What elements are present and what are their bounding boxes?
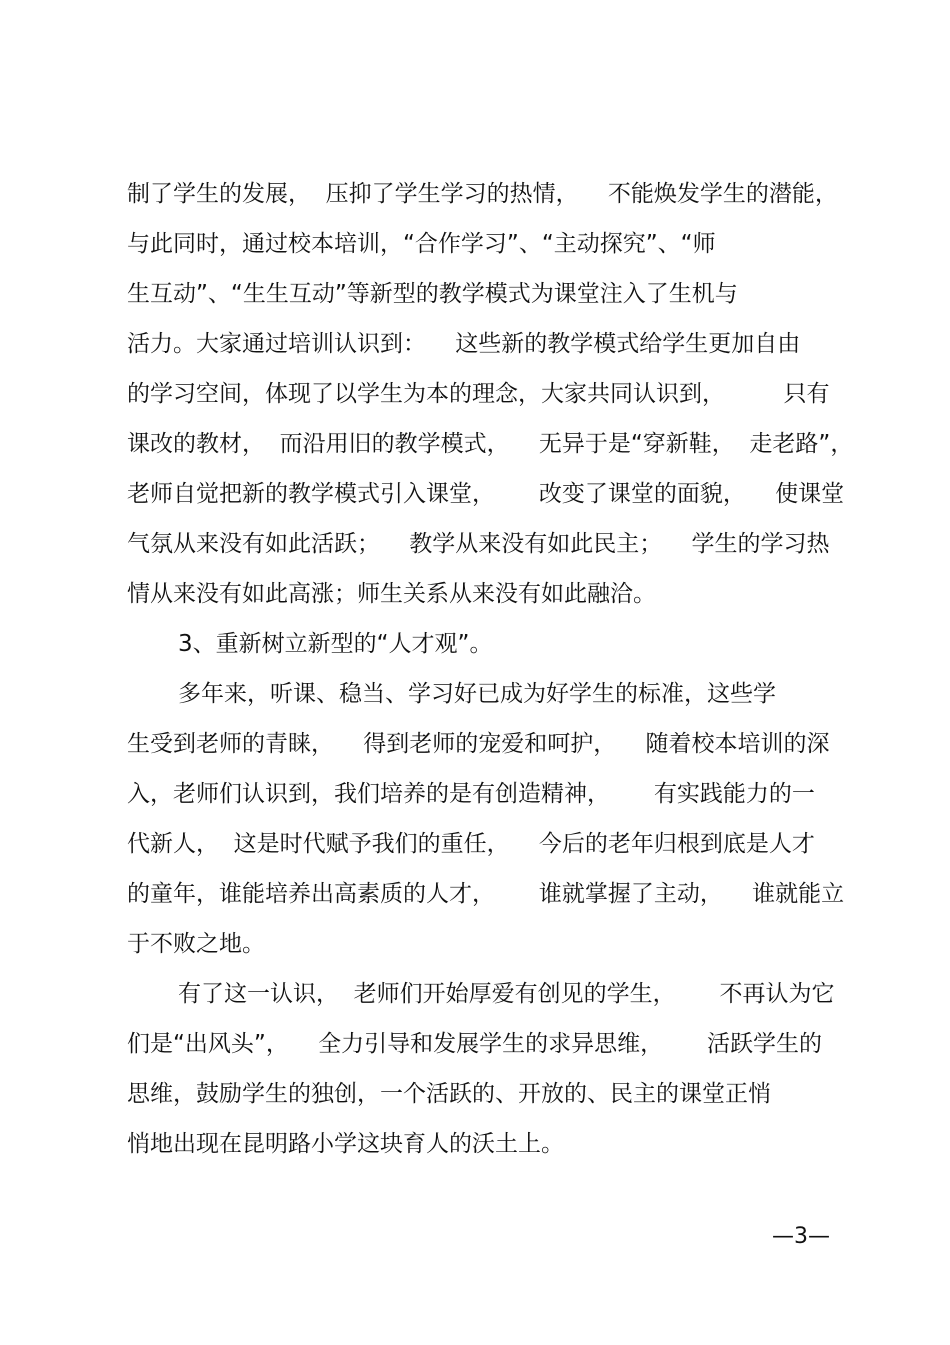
text-line-3: 生互动”、“生生互动”等新型的教学模式为课堂注入了生机与 [127,281,738,307]
text-line-13: 入，老师们认识到，我们培养的是有创造精神， 有实践能力的一 [127,781,815,807]
section-heading: 3、重新树立新型的“人才观”。 [178,631,493,657]
text-line-16: 于不败之地。 [127,931,265,957]
text-line-20: 悄地出现在昆明路小学这块育人的沃土上。 [127,1131,564,1157]
text-line-2: 与此同时，通过校本培训，“合作学习”、“主动探究”、“师 [127,231,716,257]
page-number: —3— [772,1224,830,1249]
text-line-19: 思维，鼓励学生的独创，一个活跃的、开放的、民主的课堂正悄 [127,1081,771,1107]
text-line-6: 课改的教材， 而沿用旧的教学模式， 无异于是“穿新鞋， 走老路”， [127,431,854,457]
text-line-12: 生受到老师的青睐， 得到老师的宠爱和呵护， 随着校本培训的深 [127,731,830,757]
text-line-7: 老师自觉把新的教学模式引入课堂， 改变了课堂的面貌， 使课堂 [127,481,845,507]
text-line-17: 有了这一认识， 老师们开始厚爱有创见的学生， 不再认为它 [178,981,835,1007]
text-line-8: 气氛从来没有如此活跃； 教学从来没有如此民主； 学生的学习热 [127,531,830,557]
text-line-11: 多年来，听课、稳当、学习好已成为好学生的标准，这些学 [178,681,776,707]
text-line-9: 情从来没有如此高涨；师生关系从来没有如此融洽。 [127,581,656,607]
text-line-15: 的童年，谁能培养出高素质的人才， 谁就掌握了主动， 谁就能立 [127,881,845,907]
text-line-4: 活力。大家通过培训认识到： 这些新的教学模式给学生更加自由 [127,331,801,357]
text-line-14: 代新人， 这是时代赋予我们的重任， 今后的老年归根到底是人才 [127,831,815,857]
text-line-18: 们是“出风头”， 全力引导和发展学生的求异思维， 活跃学生的 [127,1031,822,1057]
text-line-5: 的学习空间，体现了以学生为本的理念，大家共同认识到， 只有 [127,381,830,407]
text-line-1: 制了学生的发展， 压抑了学生学习的热情， 不能焕发学生的潜能， [127,181,838,207]
